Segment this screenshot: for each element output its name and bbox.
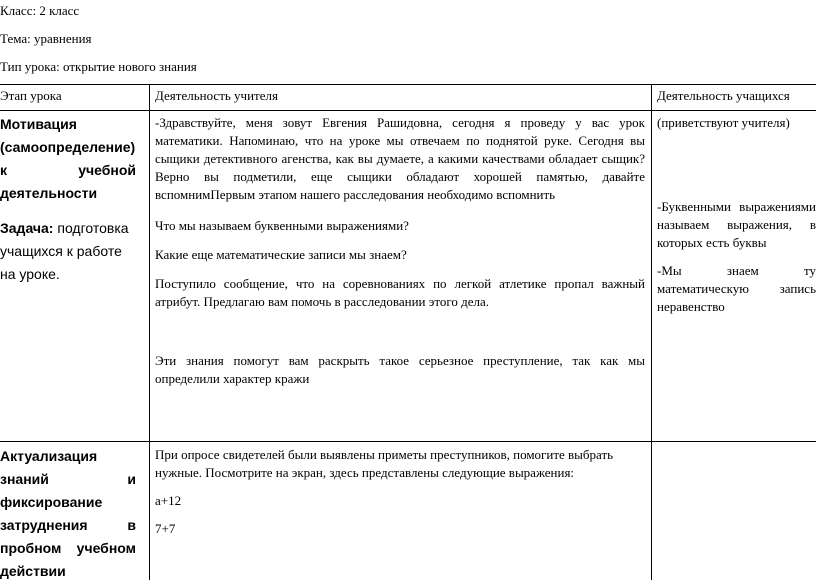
stage-actualization bbox=[0, 445, 136, 583]
class-line: Класс: 2 класс bbox=[0, 3, 80, 18]
teacher-paragraph: -Здравствуйте, меня зовут Евгения Рашидовна, сегодня я проведу у вас урок математики. Напоминаю, что на уроке мы отвечаем по поднятой руке. Сегодня вы сыщики детективного агенства, как вы думаете, а какими качествами обладает сыщик? Верно вы подметили, еще сыщики обладают хорошей памятью, давайте вспомнимПервым этапом нашего расследования необходимо вспомнить bbox=[155, 115, 645, 202]
header-divider bbox=[0, 110, 816, 111]
header-teacher: Деятельность учителя bbox=[155, 88, 278, 103]
row-divider bbox=[0, 441, 816, 442]
table-border-top bbox=[0, 84, 816, 85]
task-line: подготовка bbox=[53, 220, 129, 236]
teacher-activity-1 bbox=[155, 114, 645, 388]
stage-line: действии bbox=[0, 563, 66, 579]
teacher-paragraph: Какие еще математические записи мы знаем? bbox=[155, 247, 407, 262]
column-divider-2 bbox=[651, 84, 652, 580]
lesson-type-line: Тип урока: открытие нового знания bbox=[0, 59, 197, 74]
teacher-paragraph: При опросе свидетелей были выявлены приметы преступников, помогите выбрать нужные. Посмотрите на экран, здесь представлены следующие выражения: bbox=[155, 447, 614, 480]
stage-line: Мотивация bbox=[0, 116, 77, 132]
stage-line: фиксирование bbox=[0, 494, 103, 510]
student-paragraph: -Буквенными выражениями называем выражения, в которых есть буквы bbox=[657, 199, 816, 250]
teacher-paragraph: Что мы называем буквенными выражениями? bbox=[155, 218, 409, 233]
student-paragraph: (приветствуют учителя) bbox=[657, 115, 790, 130]
stage-line: знаний и bbox=[0, 471, 136, 487]
header-stage: Этап урока bbox=[0, 88, 62, 103]
task-text bbox=[0, 217, 136, 240]
teacher-paragraph: Поступило сообщение, что на соревнованиях по легкой атлетике пропал важный атрибут. Предлагаю вам помочь в расследовании этого дела. bbox=[155, 276, 645, 309]
task-line: на уроке. bbox=[0, 266, 60, 282]
stage-line: (самоопределение) bbox=[0, 139, 136, 155]
expression: 7+7 bbox=[155, 521, 176, 536]
column-divider-1 bbox=[149, 84, 150, 580]
expression: а+12 bbox=[155, 493, 182, 508]
stage-line: деятельности bbox=[0, 185, 98, 201]
teacher-paragraph: Эти знания помогут вам раскрыть такое серьезное преступление, так как мы определили характер кражи bbox=[155, 353, 645, 386]
topic-line: Тема: уравнения bbox=[0, 31, 92, 46]
task-line: учащихся к работе bbox=[0, 243, 122, 259]
teacher-activity-2 bbox=[155, 446, 645, 538]
stage-line: Актуализация bbox=[0, 448, 98, 464]
task-label: Задача: bbox=[0, 220, 54, 236]
student-paragraph: -Мы знаем ту математическую запись неравенство bbox=[657, 263, 816, 314]
header-students: Деятельность учащихся bbox=[657, 88, 790, 103]
stage-line: пробном учебном bbox=[0, 540, 136, 556]
stage-line: к учебной bbox=[0, 162, 136, 178]
stage-motivation bbox=[0, 113, 136, 286]
stage-line: затруднения в bbox=[0, 517, 136, 533]
student-activity-1 bbox=[657, 114, 816, 316]
